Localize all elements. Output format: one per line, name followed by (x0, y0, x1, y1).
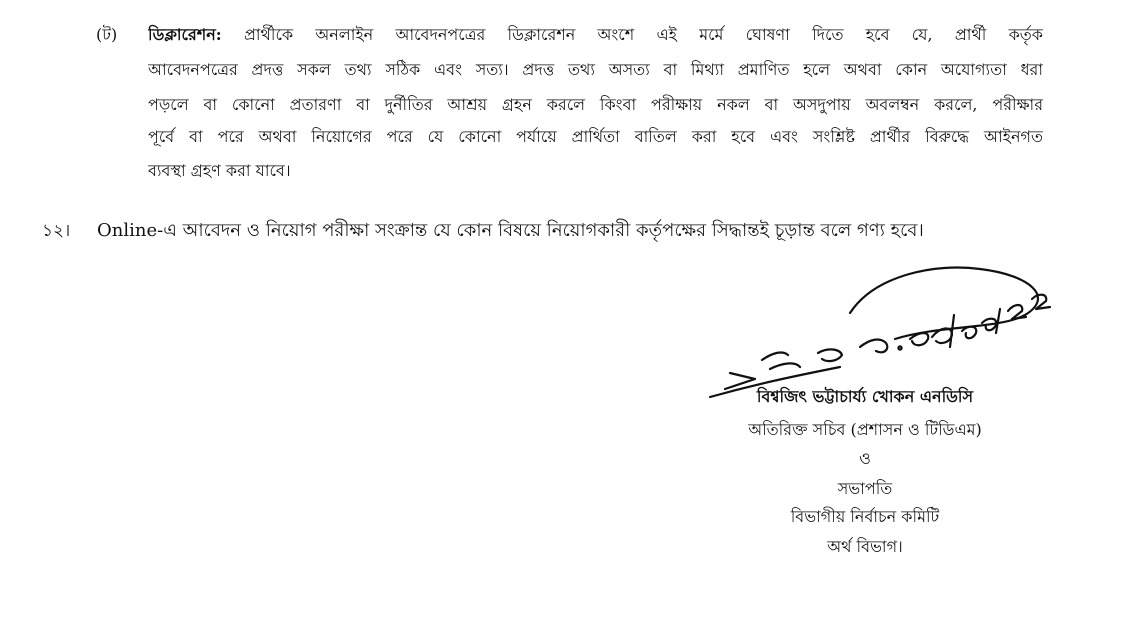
signature-date-2 (962, 327, 976, 339)
signatory-name: বিশ্বজিৎ ভট্টাচার্য্য খোকন এনডিসি (756, 387, 974, 406)
signatory-committee: বিভাগীয় নির্বাচন কমিটি (790, 507, 940, 526)
signature-dot-1 (898, 346, 901, 349)
clause-t-heading: ডিক্লারেশন: (148, 25, 222, 44)
clause-t-line-4: পূর্বে বা পরে অথবা নিয়োগের পরে যে কোনো পর্যায়ে প্রার্থিতা বাতিল করা হবে এবং সংশ্লিষ্ট প্রার্থীর বিরুদ্ধে আইনগত (148, 127, 1043, 146)
clause-t-line-5: ব্যবস্থা গ্রহণ করা যাবে। (148, 161, 291, 180)
clause-t-line-2: আবেদনপত্রের প্রদত্ত সকল তথ্য সঠিক এবং সত্য। প্রদত্ত তথ্য অসত্য বা মিথ্যা প্রমাণিত হলে অথবা কোন অযোগ্যতা ধরা (148, 60, 1043, 79)
clause-t-line-3: পড়লে বা কোনো প্রতারণা বা দুর্নীতির আশ্রয় গ্রহন করলে কিংবা পরীক্ষায় নকল বা অসদুপায় অবলম্বন করলে, পরীক্ষার (148, 95, 1043, 114)
clause-12-number: ১২। (42, 221, 71, 241)
clause-t-label: (ট) (96, 25, 118, 44)
signature-stroke-1 (762, 353, 800, 369)
signatory-role: সভাপতি (837, 479, 893, 498)
signature-stroke-3 (860, 340, 887, 353)
signature-stroke-2 (818, 349, 842, 361)
signatory-department: অর্থ বিভাগ। (827, 537, 903, 556)
clause-t-line-1 (148, 22, 1043, 49)
signatory-conjunction: ও (859, 449, 871, 468)
clause-12-text: Online-এ আবেদন ও নিয়োগ পরীক্ষা সংক্রান্ত যে কোন বিষয়ে নিয়োগকারী কর্তৃপক্ষের সিদ্ধান্তই চূড়ান্ত বলে গণ্য হবে। (97, 220, 924, 241)
clause-t-line-1-text: প্রার্থীকে অনলাইন আবেদনপত্রের ডিক্লারেশন অংশে এই মর্মে ঘোষণা দিতে হবে যে, প্রার্থী কর্তৃক (243, 25, 1043, 44)
signature-date-4 (1008, 305, 1026, 319)
signatory-designation: অতিরিক্ত সচিব (প্রশাসন ও টিডিএম) (748, 420, 982, 439)
